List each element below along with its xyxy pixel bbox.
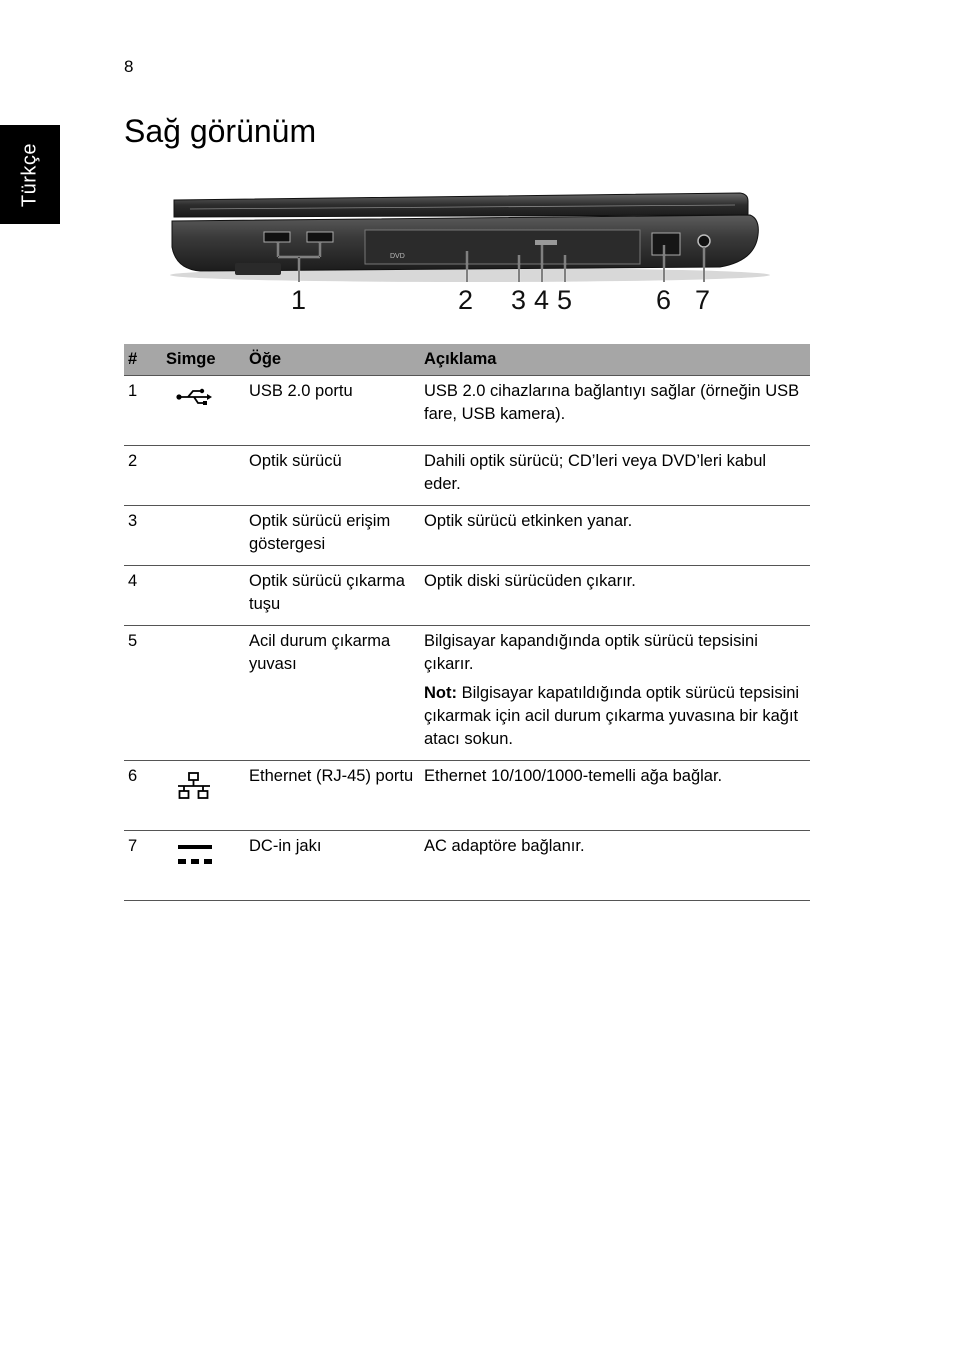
page-number: 8 [124,57,134,76]
row-num: 1 [124,376,162,446]
callout-5: 5 [557,285,573,315]
row-num: 5 [124,626,162,761]
table-row [124,446,810,506]
row-item: Optik sürücü çıkarma tuşu [245,566,420,626]
row-item: Acil durum çıkarma yuvası [245,626,420,761]
laptop-right-view-figure [160,185,790,325]
row-num: 3 [124,506,162,566]
language-tab [0,125,60,224]
row-icon-cell [162,376,245,446]
ports-table [124,344,810,901]
row-icon-cell [162,506,245,566]
header-num: # [124,344,162,376]
callout-6: 6 [656,285,672,315]
row-num: 7 [124,831,162,901]
callout-4: 4 [534,285,550,315]
row-icon-cell [162,566,245,626]
row-icon-cell [162,446,245,506]
language-tab-label: Türkçe [18,142,41,207]
row-desc: Optik sürücü etkinken yanar. [420,506,810,566]
row-desc: Optik diski sürücüden çıkarır. [420,566,810,626]
row-num: 4 [124,566,162,626]
row-num: 6 [124,761,162,831]
row-item: DC-in jakı [245,831,420,901]
table-header-row [124,344,810,376]
row-desc: USB 2.0 cihazlarına bağlantıyı sağlar (örneğin USB fare, USB kamera). [420,376,810,446]
row-icon-cell [162,761,245,831]
table-row [124,626,810,761]
row-item: Optik sürücü [245,446,420,506]
row-item: Optik sürücü erişim göstergesi [245,506,420,566]
row-desc: Ethernet 10/100/1000-temelli ağa bağlar. [420,761,810,831]
dc-in-icon [174,841,214,869]
table-row [124,831,810,901]
header-desc: Açıklama [420,344,810,376]
callout-3: 3 [511,285,527,315]
network-icon [174,771,214,801]
note-label: Not: [424,684,457,702]
row-desc-cell [420,626,810,761]
page-title: Sağ görünüm [124,113,317,149]
header-icon: Simge [162,344,245,376]
table-row [124,761,810,831]
row-num: 2 [124,446,162,506]
callout-2: 2 [458,285,474,315]
row-desc: Dahili optik sürücü; CD’leri veya DVD’leri kabul eder. [420,446,810,506]
table-row [124,376,810,446]
note-text: Bilgisayar kapatıldığında optik sürücü tepsisini çıkarmak için acil durum çıkarma yuvasına bir kağıt atacı sokun. [424,684,800,748]
callout-1: 1 [291,285,307,315]
table-row [124,566,810,626]
row-desc: AC adaptöre bağlanır. [420,831,810,901]
row-item: Ethernet (RJ-45) portu [245,761,420,831]
header-item: Öğe [245,344,420,376]
usb-icon [174,386,214,408]
row-item: USB 2.0 portu [245,376,420,446]
row-icon-cell [162,626,245,761]
row-icon-cell [162,831,245,901]
row-desc: Bilgisayar kapandığında optik sürücü tepsisini çıkarır. [424,632,758,673]
laptop-right-side-illustration [160,185,790,325]
callout-7: 7 [695,285,711,315]
svg-text:DVD: DVD [390,253,405,260]
note-paragraph [424,682,806,751]
table-row [124,506,810,566]
